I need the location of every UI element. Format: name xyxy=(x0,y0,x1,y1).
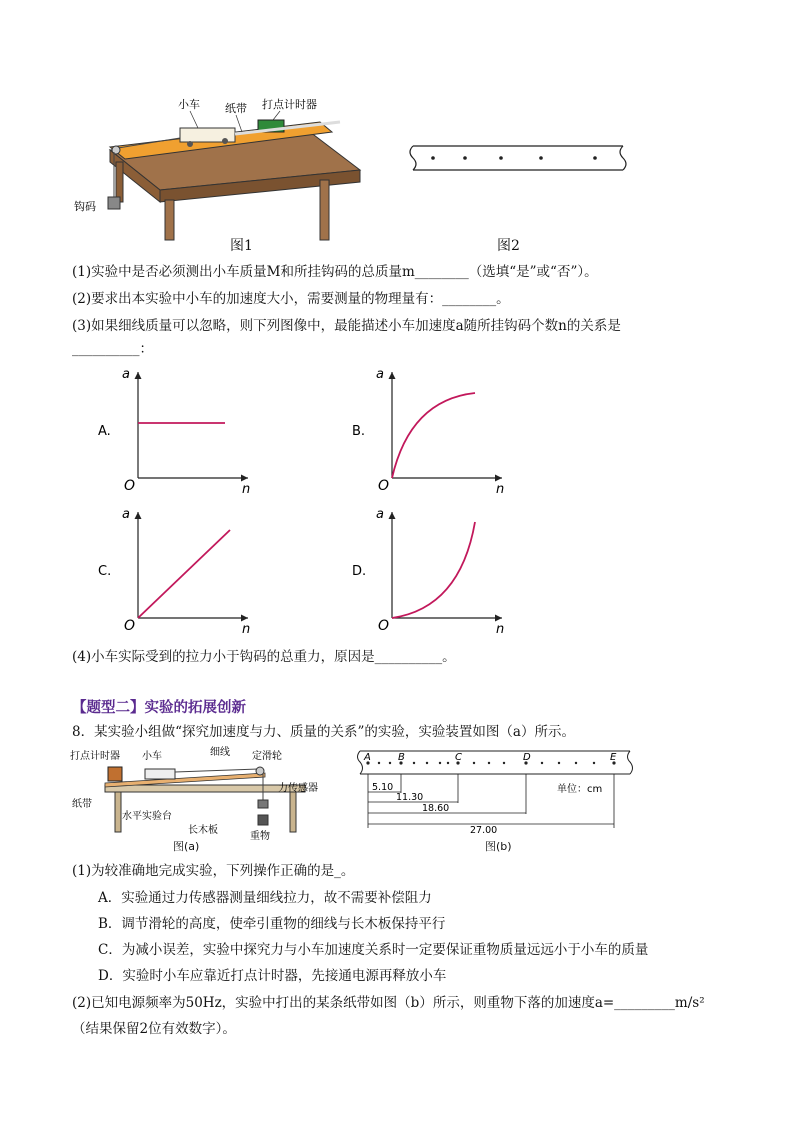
label-weight: 重物 xyxy=(250,831,270,842)
graph-b-x-label: n xyxy=(496,482,505,497)
option-b: B．调节滑轮的高度，使牵引重物的细线与长木板保持平行 xyxy=(98,916,446,932)
point-d: D xyxy=(523,752,531,763)
option-d-label: D. xyxy=(352,564,367,579)
graph-d-origin: O xyxy=(378,618,390,634)
distance-ac: 11.30 xyxy=(396,792,424,803)
option-b-label: B. xyxy=(352,424,366,439)
graph-b-y-label: a xyxy=(376,367,384,382)
label-tape: 纸带 xyxy=(225,102,247,115)
label-board: 长木板 xyxy=(188,825,218,836)
option-a: A．实验通过力传感器测量细线拉力，故不需要补偿阻力 xyxy=(98,890,432,906)
figure-1-apparatus xyxy=(70,92,370,257)
figure-a-caption: 图(a) xyxy=(173,840,200,853)
question-1: (1)实验中是否必须测出小车质量M和所挂钩码的总质量m________（选填“是”或“否”）。 xyxy=(72,264,598,280)
graph-b-origin: O xyxy=(378,478,390,494)
label-tape: 纸带 xyxy=(72,799,92,810)
distance-ae: 27.00 xyxy=(470,825,498,833)
label-hook-weight: 钩码 xyxy=(74,200,96,213)
point-a: A xyxy=(364,752,371,763)
figure-a-apparatus xyxy=(70,745,350,850)
graph-b xyxy=(352,367,504,497)
question-3: (3)如果细线质量可以忽略，则下列图像中，最能描述小车加速度a随所挂钩码个数n的关系是 xyxy=(72,318,621,334)
label-table: 水平实验台 xyxy=(122,811,172,822)
figure-b-caption: 图(b) xyxy=(485,840,512,853)
question-8-2-note: （结果保留2位有效数字）。 xyxy=(72,1021,236,1037)
graph-options xyxy=(90,360,530,640)
option-a-label: A. xyxy=(98,424,111,439)
graph-c-origin: O xyxy=(124,618,136,634)
graph-d-y-label: a xyxy=(376,507,384,522)
option-d: D．实验时小车应靠近打点计时器，先接通电源再释放小车 xyxy=(98,968,447,984)
label-cart: 小车 xyxy=(178,98,200,111)
graph-c xyxy=(98,507,250,637)
distance-ab: 5.10 xyxy=(372,782,394,793)
question-8-intro: 8．某实验小组做“探究加速度与力、质量的关系”的实验，实验装置如图（a）所示。 xyxy=(72,724,575,740)
question-8-2: (2)已知电源频率为50Hz，实验中打出的某条纸带如图（b）所示，则重物下落的加速度a=_________m/s² xyxy=(72,995,705,1011)
graph-a-y-label: a xyxy=(122,367,130,382)
graph-a-x-label: n xyxy=(242,482,251,497)
distance-ad: 18.60 xyxy=(422,803,450,814)
graph-d-x-label: n xyxy=(496,622,505,637)
point-b: B xyxy=(398,752,405,763)
label-timer: 打点计时器 xyxy=(262,98,317,111)
label-sensor: 力传感器 xyxy=(278,783,318,794)
graph-c-x-label: n xyxy=(242,622,251,637)
graph-a-origin: O xyxy=(124,478,136,494)
option-c: C．为减小误差，实验中探究力与小车加速度关系时一定要保证重物质量远远小于小车的质量 xyxy=(98,942,649,958)
label-timer: 打点计时器 xyxy=(70,751,120,762)
figure-b-tape xyxy=(352,748,637,833)
question-8-1: (1)为较准确地完成实验，下列操作正确的是_。 xyxy=(72,863,355,879)
label-string: 细线 xyxy=(210,747,230,758)
graph-c-y-label: a xyxy=(122,507,130,522)
figure-1-caption: 图1 xyxy=(230,238,253,254)
question-2: (2)要求出本实验中小车的加速度大小，需要测量的物理量有：________。 xyxy=(72,291,510,307)
question-3-blank: __________： xyxy=(72,341,153,357)
question-4: (4)小车实际受到的拉力小于钩码的总重力，原因是__________。 xyxy=(72,649,456,665)
label-pulley: 定滑轮 xyxy=(252,751,282,762)
point-c: C xyxy=(455,752,462,763)
unit-label: 单位：cm xyxy=(557,784,603,795)
graph-d xyxy=(352,507,504,637)
section-title: 【题型二】实验的拓展创新 xyxy=(72,700,246,716)
point-e: E xyxy=(610,752,617,763)
option-c-label: C. xyxy=(98,564,112,579)
figure-2-caption: 图2 xyxy=(497,238,520,254)
label-cart: 小车 xyxy=(142,751,162,762)
figure-2-tape xyxy=(405,140,630,176)
graph-a xyxy=(98,367,250,497)
